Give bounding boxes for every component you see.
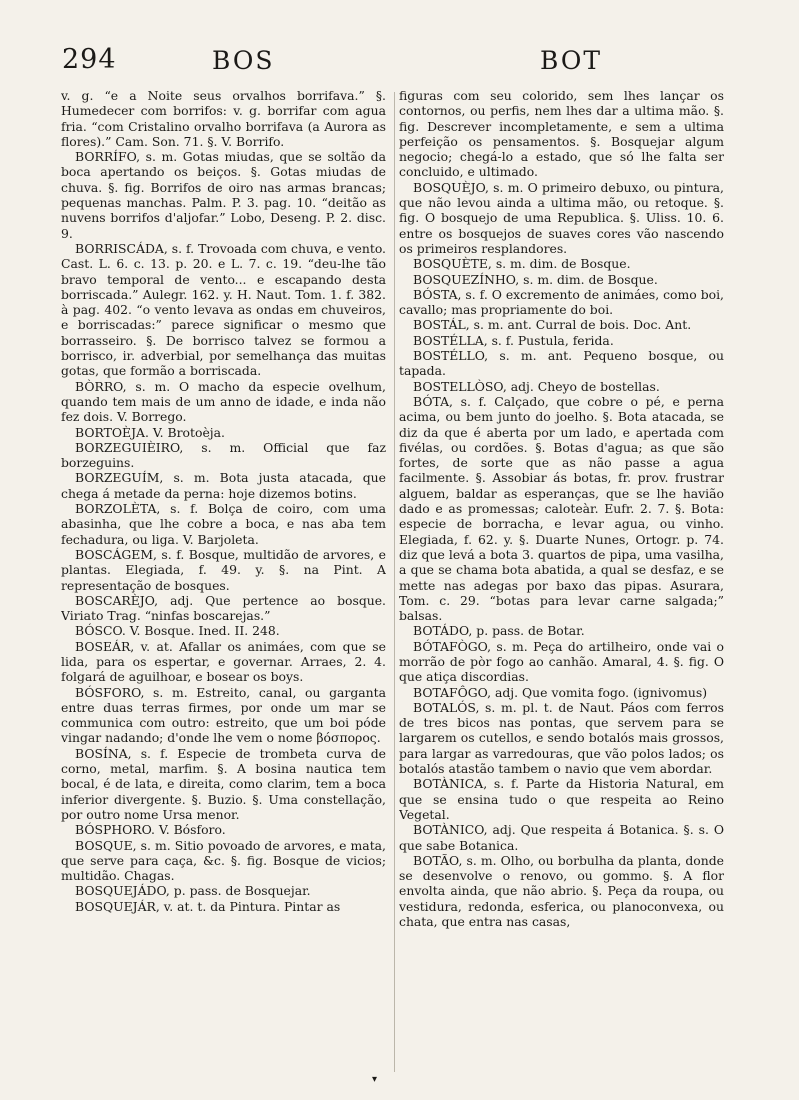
dictionary-entry: BOSQUEZÍNHO, s. m. dim. de Bosque.	[413, 271, 658, 287]
dictionary-entry: BÓSTA, s. f. O excremento de animáes, como boi, cavallo; mas propriamente do boi.	[399, 286, 724, 318]
dictionary-entry: BOTAFÔGO, adj. Que vomita fogo. (ignivomus)	[413, 684, 708, 700]
dictionary-entry: BORZOLÈTA, s. f. Bolça de coiro, com uma abasinha, que lhe cobre a boca, e nas aba tem fechadura, ou liga. V. Barjoleta.	[61, 501, 386, 547]
running-header	[62, 44, 762, 84]
page-number: 294	[62, 44, 117, 75]
dictionary-entry: BOSEÁR, v. at. Afallar os animáes, com que se lida, para os espertar, e governar. Arraes, 2. 4. folgará de aguilhoar, e bosear os boys.	[61, 638, 386, 685]
dictionary-entry: BOSQUE, s. m. Sitio povoado de arvores, e mata, que serve para caça, &c. §. fig. Bosque de vicios; multidão. Chagas.	[61, 837, 386, 884]
dictionary-entry: BORRISCÁDA, s. f. Trovoada com chuva, e vento. Cast. L. 6. c. 13. p. 20. e L. 7. c. 19. “deu-lhe tão bravo temporal de vento... e escapando desta borriscada.” Aulegr. 162. y. H. Naut. Tom. 1. f. 382. à pag. 402. “o vento levava as ondas em chuveiros, e borriscadas:” parece significar o mesmo que borrasseiro. §. De borrisco talvez se formou a borrisco, ir. adverbial, por semelhança das muitas gotas, que formão a borriscada.	[61, 240, 386, 379]
dictionary-entry: BOTÃO, s. m. Olho, ou borbulha da planta, donde se desenvolve o renovo, ou gommo. §. A flor envolta ainda, que não abrio. §. Peça da roupa, ou vestidura, redonda, esferica, ou planoconvexa, ou chata, que entra nas casas,	[399, 852, 724, 930]
left-running-head: BOS	[212, 46, 275, 75]
dictionary-entry: BOTÀNICO, adj. Que respeita á Botanica. §. s. O que sabe Botanica.	[399, 822, 724, 853]
dictionary-entry: BÓTAFÒGO, s. m. Peça do artilheiro, onde vai o morrão de pòr fogo ao canhão. Amaral, 4. §. fig. O que atiça discordias.	[399, 638, 724, 685]
dictionary-entry: BOTÀNICA, s. f. Parte da Historia Natural, em que se ensina tudo o que respeita ao Reino Vegetal.	[399, 776, 724, 822]
dictionary-entry: BORZEGUIÈIRO, s. m. Official que faz borzeguins.	[61, 439, 386, 471]
signature-mark: ▾	[372, 1074, 378, 1085]
dictionary-entry: BÓTA, s. f. Calçado, que cobre o pé, e perna acima, ou bem junto do joelho. §. Bota atacada, se diz da que é aberta por um lado, e apertada com fivélas, ou cordões. §. Botas d'agua; as que são fortes, de sorte que as não passe a agua facilmente. §. Assobiar ás botas, fr. prov. frustrar alguem, baldar as esperanças, que se lhe havião dado e as promessas; caloteàr. Eufr. 2. 7. §. Bota: especie de borracha, e levar agua, ou vinho. Elegiada, f. 62. y. §. Duarte Nunes, Ortogr. p. 74. diz que levá a bota 3. quartos de pipa, uma vasilha, a que se chama bota abatida, a qual se desfaz, e se mette nas adegas por baxo das pipas. Asurara, Tom. c. 29. “botas para levar carne salgada;” balsas.	[399, 393, 724, 624]
dictionary-entry: BOSCARÈJO, adj. Que pertence ao bosque. Viriato Trag. “ninfas boscarejas.”	[61, 592, 386, 624]
dictionary-entry: v. g. “e a Noite seus orvalhos borrifava.” §. Humedecer com borrifos: v. g. borrifar com agua fria. “com Cristalino orvalho borrifava (a Aurora as flores).” Cam. Son. 71. §. V. Borrifo.	[61, 88, 386, 149]
dictionary-entry: BOSTÉLLO, s. m. ant. Pequeno bosque, ou tapada.	[399, 348, 724, 379]
dictionary-entry: figuras com seu colorido, sem lhes lançar os contornos, ou perfis, nem lhes dar a ultima mão. §. fig. Descrever incompletamente, e sem a ultima perfeição os pensamentos. §. Bosquejar algum negocio; chegá-lo a estado, que só lhe falta ser concluido, e ultimado.	[399, 88, 724, 180]
dictionary-entry: BOTALÓS, s. m. pl. t. de Naut. Páos com ferros de tres bicos nas pontas, que servem para se largarem os cutellos, e sendo botalós mais grossos, para largar as varredouras, que vão polos lados; os botalós atastão tambem o navio que vem abordar.	[399, 699, 724, 777]
dictionary-entry: BÓSFORO, s. m. Estreito, canal, ou garganta entre duas terras firmes, por onde um mar se communica com outro: estreito, que um boi póde vingar nadando; d'onde lhe vem o nome βόσπορος.	[61, 684, 386, 746]
dictionary-entry: BOSTÉLLA, s. f. Pustula, ferida.	[413, 332, 614, 348]
dictionary-entry: BOSQUEJÁR, v. at. t. da Pintura. Pintar as	[75, 898, 341, 914]
dictionary-entry: BOSTELLÒSO, adj. Cheyo de bostellas.	[413, 378, 660, 394]
dictionary-entry: BOSÍNA, s. f. Especie de trombeta curva de corno, metal, marfim. §. A bosina nautica tem bocal, é de lata, e direita, como clarim, tem a boca inferior divergente. §. Buzio. §. Uma constellação, por outro nome Ursa menor.	[61, 745, 386, 822]
column-divider	[394, 92, 395, 1072]
dictionary-entry: BOTÁDO, p. pass. de Botar.	[413, 623, 585, 639]
right-running-head: BOT	[540, 46, 603, 75]
dictionary-entry: BORTOÈJA. V. Brotoèja.	[75, 424, 225, 440]
dictionary-entry: BÒRRO, s. m. O macho da especie ovelhum, quando tem mais de um anno de idade, e inda não fez dois. V. Borrego.	[61, 378, 386, 425]
dictionary-entry: BÓSCO. V. Bosque. Ined. II. 248.	[75, 623, 280, 639]
dictionary-entry: BOSCÁGEM, s. f. Bosque, multidão de arvores, e plantas. Elegiada, f. 49. y. §. na Pint. A representação de bosques.	[61, 546, 386, 593]
dictionary-entry: BOSQUÈTE, s. m. dim. de Bosque.	[413, 256, 631, 272]
left-column	[61, 88, 386, 1073]
right-column	[399, 88, 724, 1073]
dictionary-entry: BORZEGUÍM, s. m. Bota justa atacada, que chega á metade da perna: hoje dizemos botins.	[61, 470, 386, 501]
dictionary-entry: BOSQUÈJO, s. m. O primeiro debuxo, ou pintura, que não levou ainda a ultima mão, ou retoque. §. fig. O bosquejo de uma Republica. §. Uliss. 10. 6. entre os bosquejos de suaves cores vão nascendo os primeiros resplandores.	[399, 179, 724, 256]
dictionary-entry: BÓSPHORO. V. Bósforo.	[75, 822, 226, 838]
dictionary-entry: BORRÍFO, s. m. Gotas miudas, que se soltão da boca apertando os beiços. §. Gotas miudas de chuva. §. fig. Borrifos de oiro nas armas brancas; pequenas manchas. Palm. P. 3. pag. 10. “deitão as nuvens borrifos d'aljofar.” Lobo, Deseng. P. 2. disc. 9.	[61, 149, 386, 241]
dictionary-entry: BOSQUEJÁDO, p. pass. de Bosquejar.	[75, 883, 311, 899]
dictionary-entry: BOSTÁL, s. m. ant. Curral de bois. Doc. Ant.	[413, 317, 692, 333]
